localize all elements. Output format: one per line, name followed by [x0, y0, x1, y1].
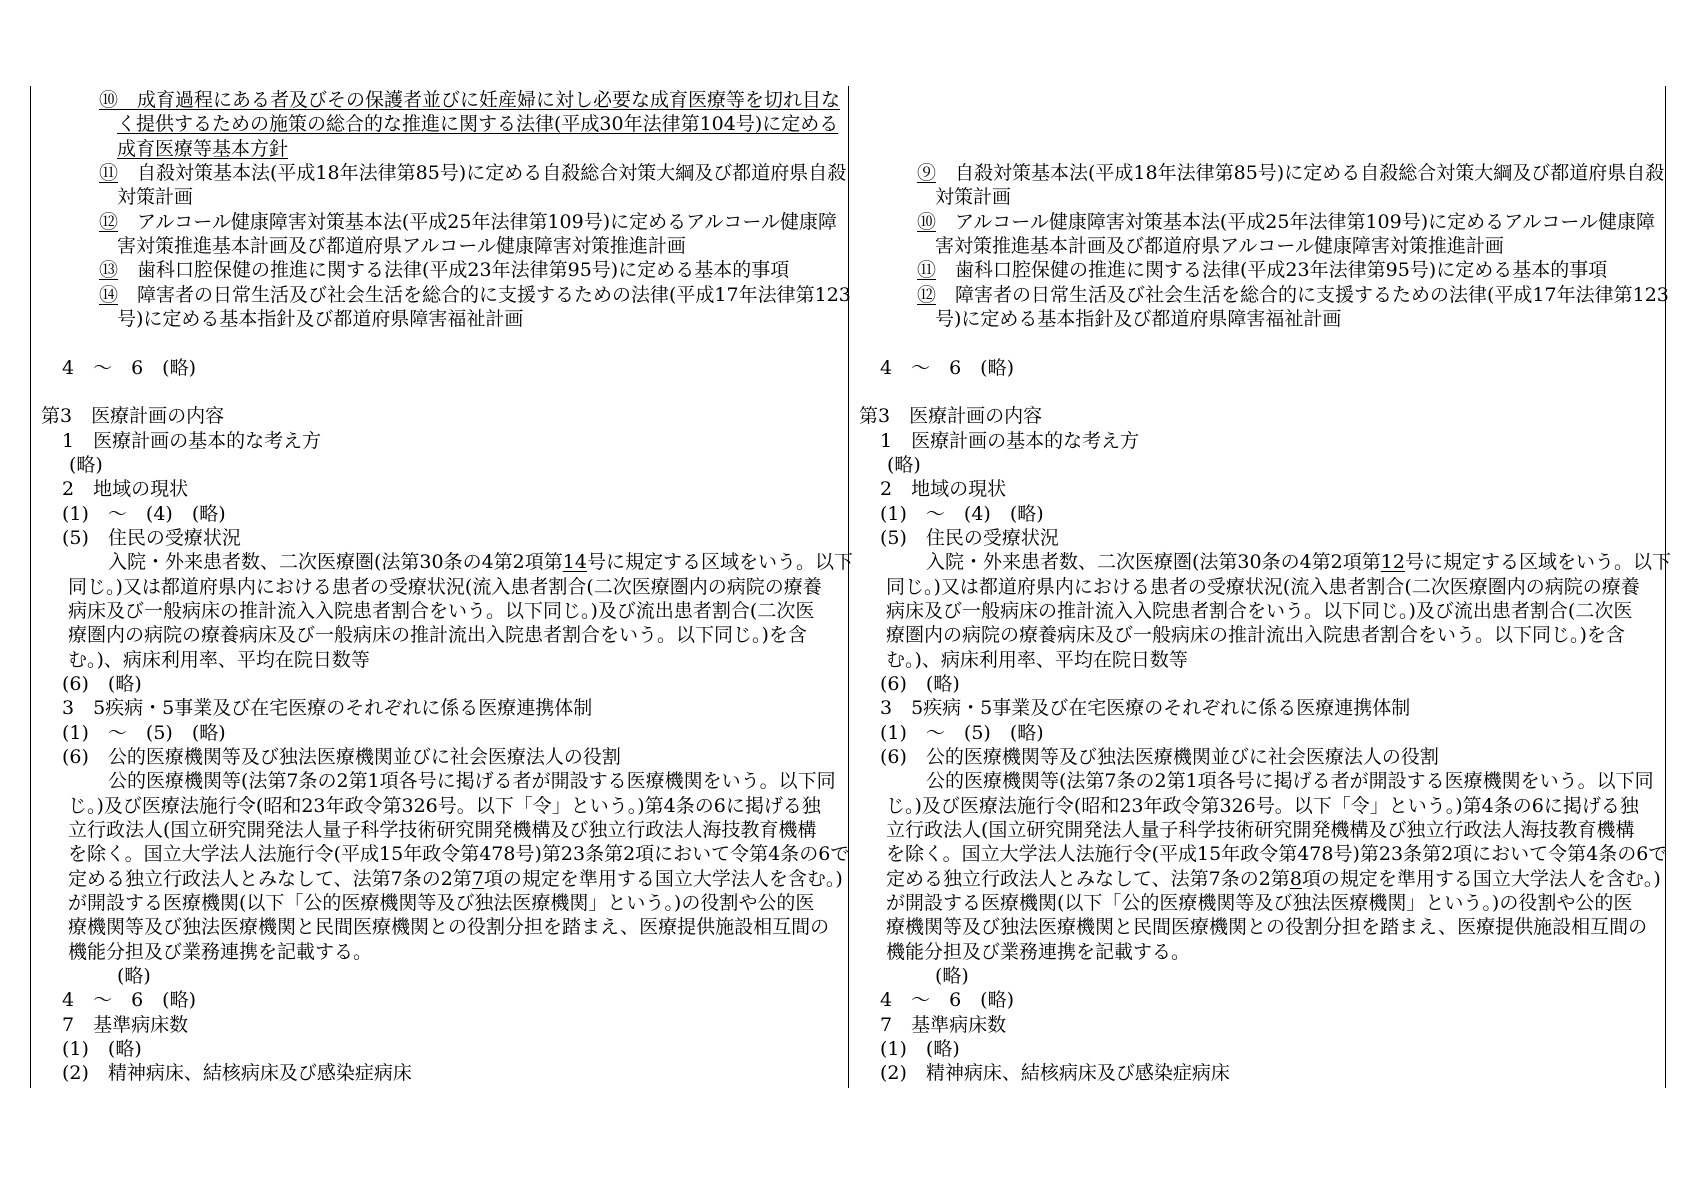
text-segment: 入院・外来患者数、二次医療圏(法第30条の4第2項第	[926, 551, 1381, 574]
amended-text: ⑪	[917, 259, 937, 282]
text-line	[880, 502, 1044, 526]
text-segment: 定める独立行政法人とみなして、法第7条の2第	[886, 867, 1290, 890]
text-segment: アルコール健康障害対策基本法(平成25年法律第109号)に定めるアルコール健康障	[936, 210, 1656, 233]
text-line	[880, 696, 1410, 720]
text-segment: 3 5疾病・5事業及び在宅医療のそれぞれに係る医療連携体制	[880, 697, 1411, 720]
amended-text: 12	[1380, 551, 1405, 574]
text-line	[880, 1037, 960, 1061]
text-segment: (1) (略)	[62, 1037, 142, 1060]
text-segment: (2) 精神病床、結核病床及び感染症病床	[62, 1062, 412, 1085]
text-segment: 害対策推進基本計画及び都道府県アルコール健康障害対策推進計画	[117, 234, 686, 257]
text-line	[886, 842, 1667, 866]
text-segment: む。)、病床利用率、平均在院日数等	[886, 648, 1188, 671]
text-segment: 害対策推進基本計画及び都道府県アルコール健康障害対策推進計画	[935, 234, 1504, 257]
text-segment: 対策計画	[117, 186, 194, 209]
text-segment: 第3 医療計画の内容	[859, 405, 1043, 428]
text-segment: (1) ～ (5) (略)	[62, 721, 226, 744]
amended-text: ⑪	[99, 161, 119, 184]
text-line	[880, 1061, 1230, 1085]
amended-text: 14	[562, 551, 587, 574]
text-segment: 同じ。)又は都道府県内における患者の受療状況(流入患者割合(二次医療圏内の病院の療養	[68, 575, 822, 598]
amended-text: ⑩ 成育過程にある者及びその保護者並びに妊産婦に対し必要な成育医療等を切れ目な	[99, 89, 841, 111]
text-segment: 療圏内の病院の療養病床及び一般病床の推計流出入院患者割合をいう。以下同じ。)を含	[68, 624, 807, 647]
text-segment: 4 ～ 6 (略)	[62, 989, 197, 1012]
text-segment: じ。)及び医療法施行令(昭和23年政令第326号。以下「令」という。)第4条の6に掲げる独	[886, 794, 1639, 817]
text-line	[917, 161, 1664, 185]
text-line	[887, 453, 921, 477]
text-segment: (略)	[117, 964, 151, 987]
text-line	[880, 477, 1006, 501]
text-segment: 7 基準病床数	[62, 1013, 189, 1036]
text-segment: 項の規定を準用する国立大学法人を含む。)	[1301, 867, 1661, 890]
text-segment: 療機関等及び独法医療機関と民間医療機関との役割分担を踏まえ、医療提供施設相互間の	[68, 916, 830, 939]
text-segment: 療圏内の病院の療養病床及び一般病床の推計流出入院患者割合をいう。以下同じ。)を含	[886, 624, 1625, 647]
text-segment: 歯科口腔保健の推進に関する法律(平成23年法律第95号)に定める基本的事項	[118, 259, 790, 282]
text-line	[880, 1013, 1006, 1037]
text-segment: 公的医療機関等(法第7条の2第1項各号に掲げる者が開設する医療機関をいう。以下同	[108, 770, 836, 793]
text-segment: が開設する医療機関(以下「公的医療機関等及び独法医療機関」という。)の役割や公的医	[68, 891, 815, 914]
text-line	[917, 258, 1607, 282]
text-line	[880, 988, 1014, 1012]
text-segment: 自殺対策基本法(平成18年法律第85号)に定める自殺総合対策大綱及び都道府県自殺	[118, 161, 847, 184]
text-line	[886, 867, 1661, 891]
text-segment: 号)に定める基本指針及び都道府県障害福祉計画	[935, 307, 1342, 330]
text-line	[926, 769, 1654, 793]
text-line	[886, 648, 1188, 672]
text-segment: 1 医療計画の基本的な考え方	[880, 429, 1140, 452]
text-segment: 第3 医療計画の内容	[41, 405, 225, 428]
text-line	[880, 672, 960, 696]
text-segment: 2 地域の現状	[62, 478, 189, 501]
amended-text: ⑭	[99, 283, 119, 306]
text-segment: 4 ～ 6 (略)	[62, 356, 197, 379]
text-segment: 項の規定を準用する国立大学法人を含む。)	[483, 867, 843, 890]
amended-text: ⑬	[99, 259, 119, 282]
text-line	[880, 721, 1044, 745]
text-segment: 入院・外来患者数、二次医療圏(法第30条の4第2項第	[108, 551, 563, 574]
text-segment: アルコール健康障害対策基本法(平成25年法律第109号)に定めるアルコール健康障	[118, 210, 838, 233]
text-segment: (略)	[935, 964, 969, 987]
amended-text: 7	[471, 867, 484, 890]
text-segment: 機能分担及び業務連携を記載する。	[68, 940, 373, 963]
text-segment: 自殺対策基本法(平成18年法律第85号)に定める自殺総合対策大綱及び都道府県自殺	[936, 161, 1665, 184]
text-line	[886, 794, 1639, 818]
text-segment: (6) (略)	[62, 672, 142, 695]
text-line	[935, 307, 1341, 331]
text-segment: (1) ～ (5) (略)	[880, 721, 1044, 744]
text-segment: を除く。国立大学法人法施行令(平成15年政令第478号)第23条第2項において令第4条の6で	[886, 843, 1668, 866]
text-segment: 病床及び一般病床の推計流入入院患者割合をいう。以下同じ。)及び流出患者割合(二次医	[68, 599, 815, 622]
text-line	[880, 356, 1014, 380]
text-segment: 号に規定する区域をいう。以下	[1404, 551, 1671, 574]
text-segment: を除く。国立大学法人法施行令(平成15年政令第478号)第23条第2項において令第4条の6で	[68, 843, 850, 866]
text-segment: 7 基準病床数	[880, 1013, 1007, 1036]
text-line	[886, 940, 1190, 964]
text-segment: 立行政法人(国立研究開発法人量子科学技術研究開発機構及び独立行政法人海技教育機構	[68, 818, 817, 841]
text-segment: 号)に定める基本指針及び都道府県障害福祉計画	[117, 307, 524, 330]
text-line	[886, 891, 1632, 915]
text-segment: 病床及び一般病床の推計流入入院患者割合をいう。以下同じ。)及び流出患者割合(二次医	[886, 599, 1633, 622]
text-segment: 2 地域の現状	[880, 478, 1007, 501]
amended-text: 8	[1289, 867, 1302, 890]
text-segment: 1 医療計画の基本的な考え方	[62, 429, 322, 452]
text-line	[917, 210, 1655, 234]
text-segment: (1) ～ (4) (略)	[62, 502, 226, 525]
amended-text: ⑫	[917, 283, 937, 306]
text-segment: む。)、病床利用率、平均在院日数等	[68, 648, 370, 671]
text-line	[886, 575, 1640, 599]
text-segment: (6) 公的医療機関等及び独法医療機関並びに社会医療法人の役割	[62, 745, 621, 768]
text-segment: 機能分担及び業務連携を記載する。	[886, 940, 1191, 963]
text-segment: 公的医療機関等(法第7条の2第1項各号に掲げる者が開設する医療機関をいう。以下同	[926, 770, 1654, 793]
text-segment: 歯科口腔保健の推進に関する法律(平成23年法律第95号)に定める基本的事項	[936, 259, 1608, 282]
text-line	[859, 404, 1042, 428]
text-segment: 定める独立行政法人とみなして、法第7条の2第	[68, 867, 472, 890]
text-segment: (略)	[887, 453, 921, 476]
text-segment: 4 ～ 6 (略)	[880, 989, 1015, 1012]
text-segment: 障害者の日常生活及び社会生活を総合的に支援するための法律(平成17年法律第123	[936, 283, 1669, 306]
text-line	[886, 818, 1634, 842]
text-segment: 4 ～ 6 (略)	[880, 356, 1015, 379]
text-segment: 3 5疾病・5事業及び在宅医療のそれぞれに係る医療連携体制	[62, 697, 593, 720]
text-segment: (6) (略)	[880, 672, 960, 695]
text-line	[935, 234, 1504, 258]
text-segment: 療機関等及び独法医療機関と民間医療機関との役割分担を踏まえ、医療提供施設相互間の	[886, 916, 1648, 939]
text-segment: (5) 住民の受療状況	[880, 526, 1059, 549]
text-segment: (2) 精神病床、結核病床及び感染症病床	[880, 1062, 1230, 1085]
text-segment: 障害者の日常生活及び社会生活を総合的に支援するための法律(平成17年法律第123	[118, 283, 851, 306]
text-segment: (1) (略)	[880, 1037, 960, 1060]
text-line	[886, 599, 1632, 623]
amended-text: ⑫	[99, 210, 119, 233]
text-line	[880, 745, 1439, 769]
text-segment: 号に規定する区域をいう。以下	[586, 551, 853, 574]
text-segment: 対策計画	[935, 186, 1012, 209]
text-segment: が開設する医療機関(以下「公的医療機関等及び独法医療機関」という。)の役割や公的医	[886, 891, 1633, 914]
text-line	[880, 526, 1059, 550]
text-segment: じ。)及び医療法施行令(昭和23年政令第326号。以下「令」という。)第4条の6に掲げる独	[68, 794, 821, 817]
text-segment: (5) 住民の受療状況	[62, 526, 241, 549]
amended-text: 成育医療等基本方針	[117, 137, 289, 160]
text-segment: (1) ～ (4) (略)	[880, 502, 1044, 525]
text-line	[935, 185, 1011, 209]
text-segment: (6) 公的医療機関等及び独法医療機関並びに社会医療法人の役割	[880, 745, 1439, 768]
text-line	[886, 623, 1625, 647]
text-line	[917, 283, 1669, 307]
text-line	[926, 550, 1671, 574]
amended-text: ⑩	[917, 210, 937, 233]
text-segment: 立行政法人(国立研究開発法人量子科学技術研究開発機構及び独立行政法人海技教育機構	[886, 818, 1635, 841]
amended-text: ⑨	[917, 161, 937, 184]
text-line	[880, 429, 1139, 453]
text-line	[886, 915, 1647, 939]
text-segment: 同じ。)又は都道府県内における患者の受療状況(流入患者割合(二次医療圏内の病院の療養	[886, 575, 1640, 598]
text-segment: (略)	[69, 453, 103, 476]
text-line	[935, 964, 969, 988]
amended-text: く提供するための施策の総合的な推進に関する法律(平成30年法律第104号)に定める	[117, 113, 839, 136]
